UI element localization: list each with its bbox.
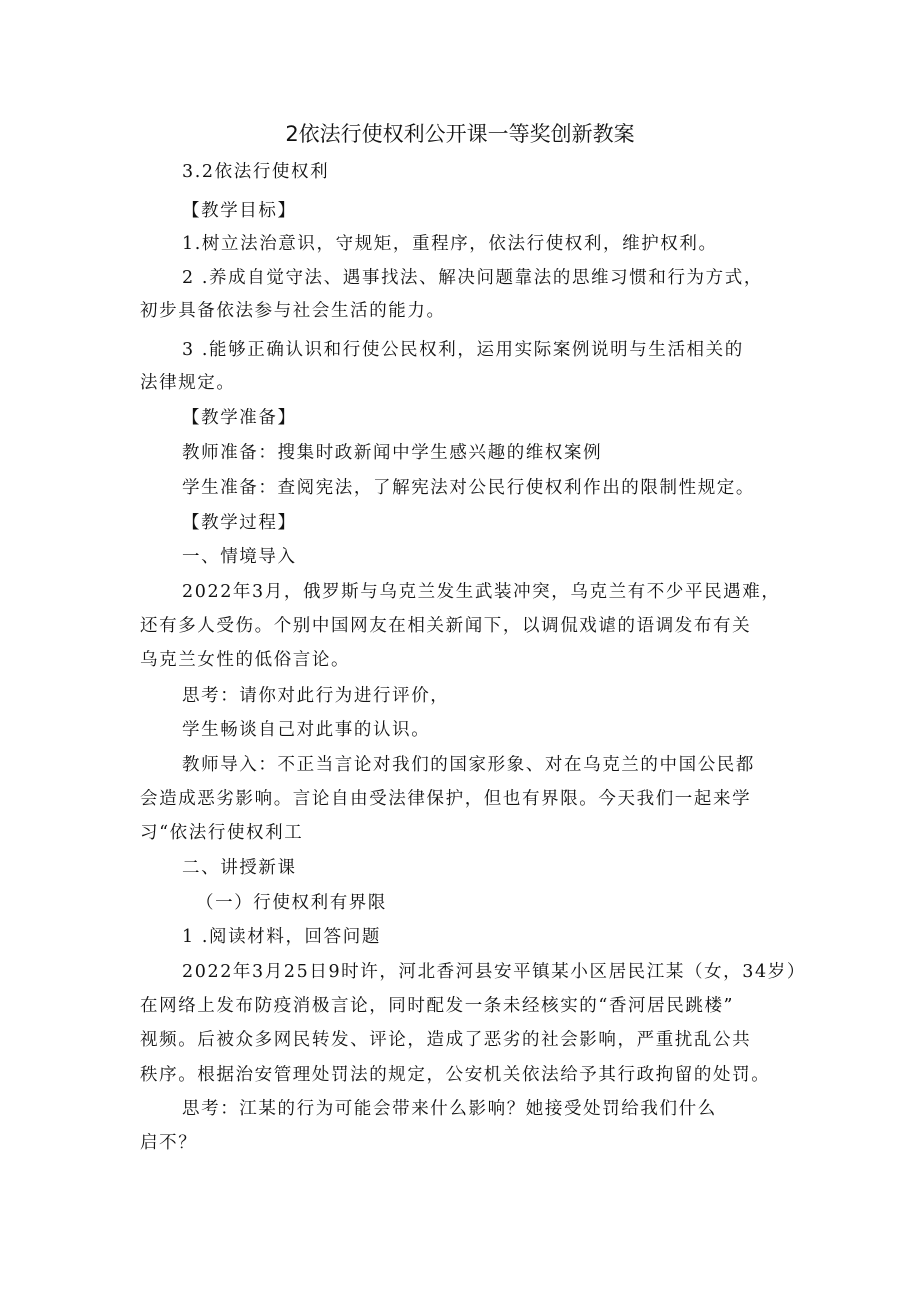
document-title: 2依法行使权利公开课一等奖创新教案 (285, 122, 635, 146)
think-prompt-2-line-1: 思考：江某的行为可能会带来什么影响？她接受处罚给我们什么 (182, 1099, 717, 1119)
section-number-heading: 3.2依法行使权利 (182, 162, 330, 182)
case-line-4: 秩序。根据治安管理处罚法的规定，公安机关依法给予其行政拘留的处罚。 (140, 1065, 771, 1085)
think-prompt-1: 思考：请你对此行为进行评价， (182, 686, 450, 706)
scenario-line-3: 乌克兰女性的低俗言论。 (140, 650, 351, 670)
case-line-2: 在网络上发布防疫消极言论，同时配发一条未经核实的“香河居民跳楼” (140, 996, 735, 1016)
think-prompt-2-line-2: 启不？ (140, 1133, 198, 1153)
teacher-intro-line-3: 习“依法行使权利工 (140, 823, 304, 843)
goal-2-line-1: 2 .养成自觉守法、遇事找法、解决问题靠法的思维习惯和行为方式， (182, 268, 763, 288)
student-discussion: 学生畅谈自己对此事的认识。 (182, 720, 431, 740)
heading-teaching-process: 【教学过程】 (182, 513, 297, 533)
teacher-intro-line-2: 会造成恶劣影响。言论自由受法律保护，但也有界限。今天我们一起来学 (140, 789, 752, 809)
student-preparation: 学生准备：查阅宪法，了解宪法对公民行使权利作出的限制性规定。 (182, 478, 755, 498)
reading-task: 1 .阅读材料，回答问题 (182, 927, 381, 947)
heading-teaching-goals: 【教学目标】 (182, 201, 297, 221)
part-1-heading: 一、情境导入 (182, 547, 297, 567)
teacher-preparation: 教师准备：搜集时政新闻中学生感兴趣的维权案例 (182, 443, 603, 463)
goal-3-line-2: 法律规定。 (140, 373, 236, 393)
heading-teaching-preparation: 【教学准备】 (182, 408, 297, 428)
teacher-intro-line-1: 教师导入：不正当言论对我们的国家形象、对在乌克兰的中国公民都 (182, 755, 755, 775)
goal-2-line-2: 初步具备依法参与社会生活的能力。 (140, 301, 446, 321)
case-line-3: 视频。后被众多网民转发、评论，造成了恶劣的社会影响，严重扰乱公共 (140, 1030, 752, 1050)
scenario-line-2: 还有多人受伤。个别中国网友在相关新闻下，以调侃戏谑的语调发布有关 (140, 616, 752, 636)
goal-3-line-1: 3 .能够正确认识和行使公民权利，运用实际案例说明与生活相关的 (182, 340, 744, 360)
subsection-1-heading: （一）行使权利有界限 (196, 893, 387, 913)
goal-1: 1.树立法治意识，守规矩，重程序，依法行使权利，维护权利。 (182, 234, 718, 254)
scenario-line-1: 2022年3月，俄罗斯与乌克兰发生武装冲突，乌克兰有不少平民遇难， (182, 582, 781, 602)
part-2-heading: 二、讲授新课 (182, 858, 297, 878)
case-line-1: 2022年3月25日9时许，河北香河县安平镇某小区居民江某（女，34岁） (182, 962, 806, 982)
